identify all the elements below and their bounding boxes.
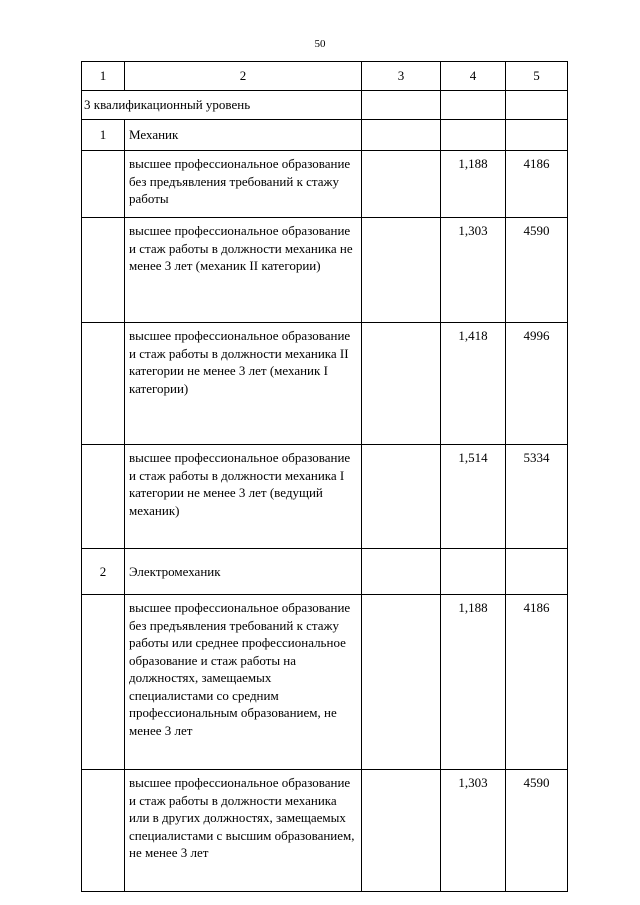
position-row (82, 549, 568, 595)
empty-cell (441, 91, 506, 120)
empty-cell (82, 323, 125, 445)
qualification-table (81, 61, 568, 892)
qualification-level-row (82, 91, 568, 120)
salary-cell: 4186 (506, 151, 568, 218)
coefficient-cell: 1,303 (441, 770, 506, 892)
empty-cell (362, 218, 441, 323)
table-row (82, 323, 568, 445)
salary-cell: 4590 (506, 218, 568, 323)
empty-cell (82, 151, 125, 218)
empty-cell (82, 445, 125, 549)
table-row (82, 151, 568, 218)
position-number: 2 (82, 549, 125, 595)
salary-cell: 4186 (506, 595, 568, 770)
table-row (82, 770, 568, 892)
empty-cell (506, 549, 568, 595)
table-row (82, 445, 568, 549)
table-row (82, 595, 568, 770)
empty-cell (362, 91, 441, 120)
empty-cell (362, 595, 441, 770)
table-row (82, 218, 568, 323)
coefficient-cell: 1,514 (441, 445, 506, 549)
coefficient-cell: 1,188 (441, 595, 506, 770)
position-name: Электромеханик (125, 549, 362, 595)
empty-cell (506, 91, 568, 120)
empty-cell (362, 120, 441, 151)
requirement-description: высшее профессиональное образование и стаж работы в должности механика не менее 3 лет (механик II категории) (125, 218, 362, 323)
position-name: Механик (125, 120, 362, 151)
requirement-description: высшее профессиональное образование без предъявления требований к стажу работы или среднее профессиональное образование и стаж работы на должностях, замещаемых специалистами со средним профессиональным образованием, не менее 3 лет (125, 595, 362, 770)
empty-cell (506, 120, 568, 151)
empty-cell (82, 770, 125, 892)
requirement-description: высшее профессиональное образование и стаж работы в должности механика I категории не менее 3 лет (ведущий механик) (125, 445, 362, 549)
empty-cell (82, 218, 125, 323)
salary-cell: 5334 (506, 445, 568, 549)
qualification-level-title: 3 квалификационный уровень (82, 91, 362, 120)
empty-cell (362, 323, 441, 445)
empty-cell (362, 445, 441, 549)
header-cell: 1 (82, 62, 125, 91)
coefficient-cell: 1,303 (441, 218, 506, 323)
requirement-description: высшее профессиональное образование и стаж работы в должности механика или в других должностях, замещаемых специалистами с высшим образованием, не менее 3 лет (125, 770, 362, 892)
page-number: 50 (314, 38, 326, 50)
requirement-description: высшее профессиональное образование и стаж работы в должности механика II категории не менее 3 лет (механик I категории) (125, 323, 362, 445)
coefficient-cell: 1,188 (441, 151, 506, 218)
empty-cell (362, 549, 441, 595)
salary-cell: 4590 (506, 770, 568, 892)
empty-cell (362, 151, 441, 218)
empty-cell (82, 595, 125, 770)
position-row (82, 120, 568, 151)
empty-cell (362, 770, 441, 892)
position-number: 1 (82, 120, 125, 151)
empty-cell (441, 120, 506, 151)
header-cell: 3 (362, 62, 441, 91)
salary-cell: 4996 (506, 323, 568, 445)
empty-cell (441, 549, 506, 595)
table-header-row (82, 62, 568, 91)
header-cell: 4 (441, 62, 506, 91)
requirement-description: высшее профессиональное образование без предъявления требований к стажу работы (125, 151, 362, 218)
coefficient-cell: 1,418 (441, 323, 506, 445)
header-cell: 5 (506, 62, 568, 91)
header-cell: 2 (125, 62, 362, 91)
